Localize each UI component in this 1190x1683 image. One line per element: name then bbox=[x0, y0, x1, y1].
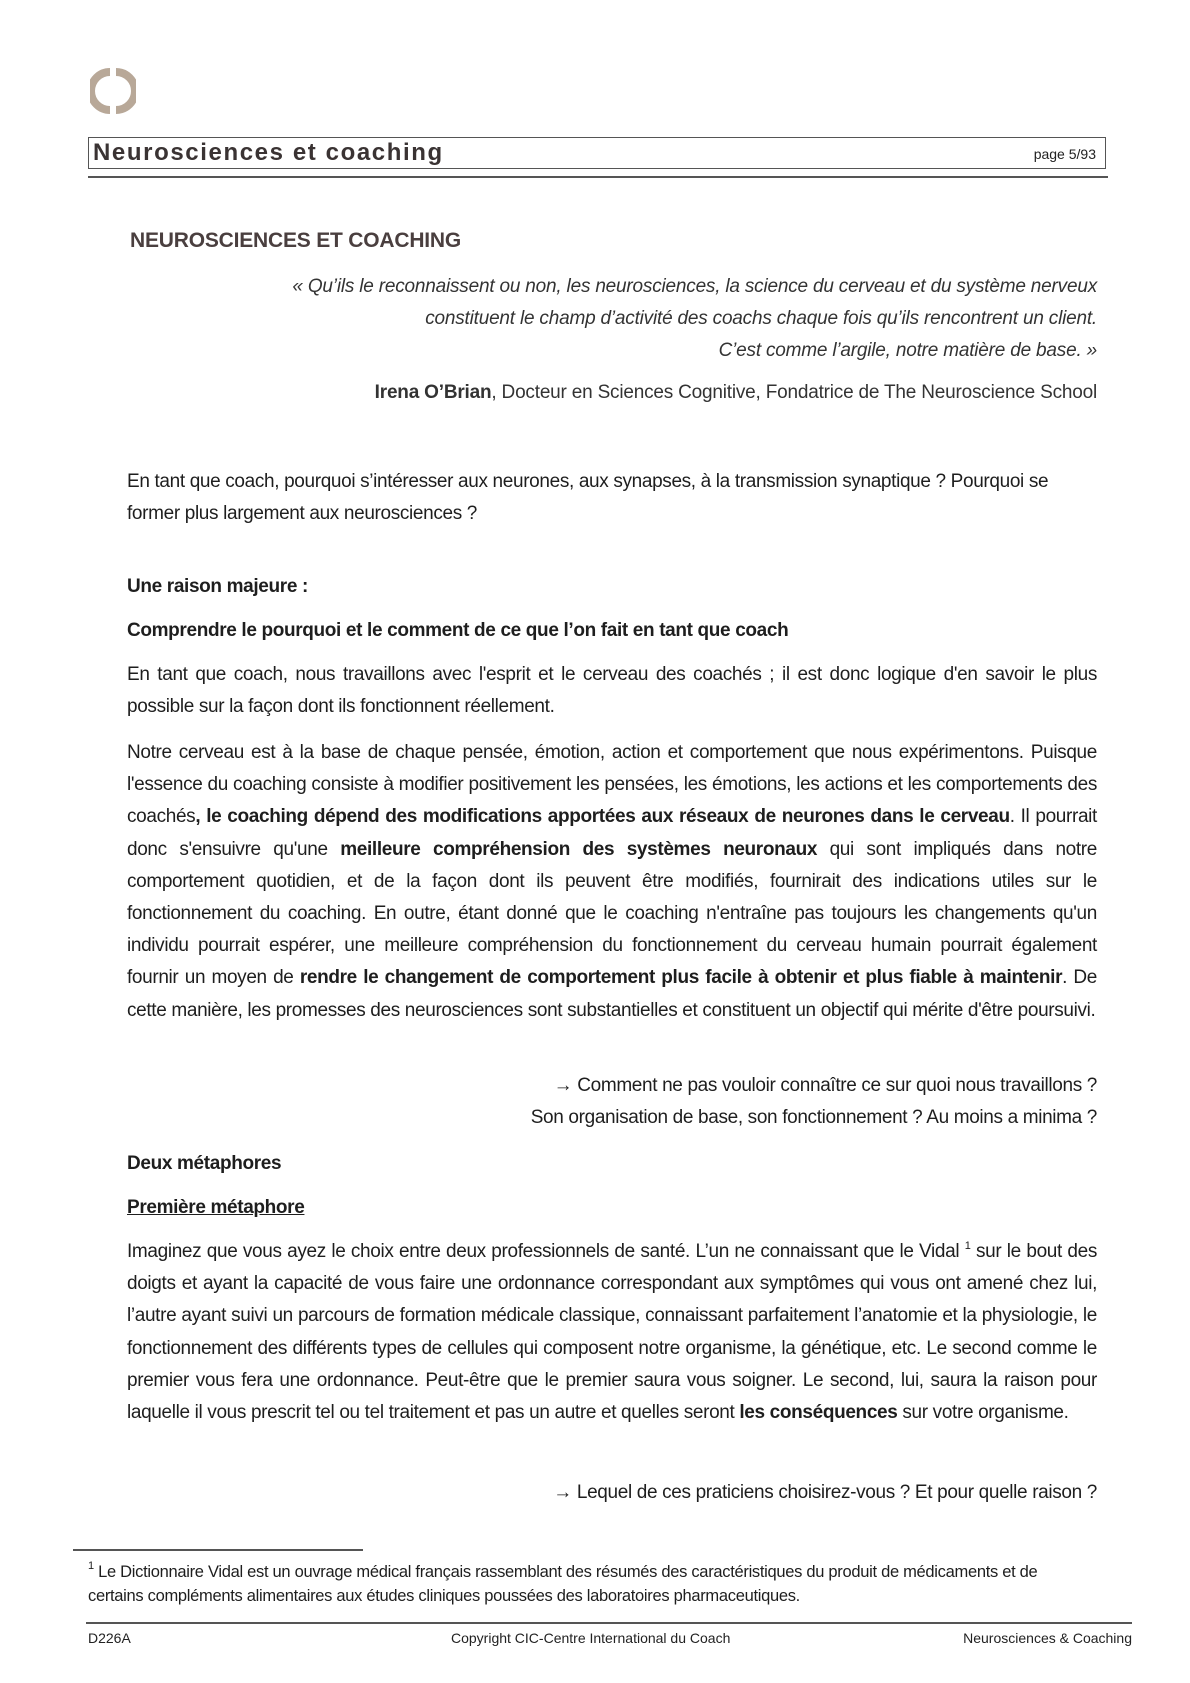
emphasis: les conséquences bbox=[739, 1402, 898, 1424]
text-run: Notre cerveau est à la base de chaque pensée, émotion, action et comportement que nous expérimentons. Puisque l'essence du coaching consiste à modifier positivement les pensées, les émotions, les actions et les comportements des coachés bbox=[127, 742, 1097, 828]
page-number: page 5/93 bbox=[1033, 146, 1096, 162]
footnote-number: 1 bbox=[88, 1560, 94, 1572]
header-title: Neurosciences et coaching bbox=[93, 139, 444, 166]
paragraph-2 bbox=[127, 737, 1097, 1027]
footer-code: D226A bbox=[88, 1630, 131, 1646]
split-circle-logo-icon bbox=[90, 68, 136, 114]
emphasis: meilleure compréhension des systèmes neuronaux bbox=[340, 838, 818, 860]
question-line: Comment ne pas vouloir connaître ce sur quoi nous travaillons ? bbox=[577, 1075, 1097, 1096]
question-1 bbox=[127, 1070, 1097, 1134]
metaphor-1-title: Première métaphore bbox=[127, 1197, 305, 1218]
footnote bbox=[88, 1560, 1088, 1608]
section-heading: NEUROSCIENCES ET COACHING bbox=[130, 229, 462, 252]
text-run: . De cette manière, les promesses des neurosciences sont substantielles et constituent un objectif qui mérite d'être poursuivi. bbox=[127, 967, 1097, 1021]
epigraph-quote bbox=[292, 271, 1097, 367]
header-rule bbox=[88, 176, 1108, 178]
running-header bbox=[88, 137, 1106, 169]
paragraph-1: En tant que coach, nous travaillons avec l'esprit et le cerveau des coachés ; il est donc logique d'en savoir le plus possible sur la façon dont ils fonctionnent réellement. bbox=[127, 664, 1097, 718]
reason-label: Une raison majeure : bbox=[127, 576, 308, 597]
question-line: Son organisation de base, son fonctionnement ? Au moins a minima ? bbox=[530, 1107, 1097, 1129]
question-2 bbox=[127, 1477, 1097, 1509]
quote-line: C’est comme l’argile, notre matière de base. » bbox=[718, 340, 1097, 361]
paragraph-3 bbox=[127, 1236, 1097, 1429]
attribution-name: Irena O’Brian bbox=[374, 382, 492, 403]
metaphors-label: Deux métaphores bbox=[127, 1153, 282, 1174]
attribution-title: , Docteur en Sciences Cognitive, Fondatrice de The Neuroscience School bbox=[491, 382, 1097, 403]
text-run: Imaginez que vous ayez le choix entre deux professionnels de santé. L’un ne connaissant que le Vidal bbox=[127, 1241, 965, 1262]
text-run: sur votre organisme. bbox=[897, 1402, 1069, 1424]
footnote-text: Le Dictionnaire Vidal est un ouvrage médical français rassemblant des résumés des caractéristiques du produit de médicaments et de certains compléments alimentaires aux études cliniques poussées des laboratoires pharmaceutiques. bbox=[88, 1563, 1038, 1605]
intro-paragraph: En tant que coach, pourquoi s’intéresser aux neurones, aux synapses, à la transmission synaptique ? Pourquoi se former plus largement aux neurosciences ? bbox=[127, 471, 1049, 525]
text-run: sur le bout des doigts et ayant la capacité de vous faire une ordonnance correspondant aux symptômes qui vous ont amené chez lui, l’autre ayant suivi un parcours de formation médicale classique, connaissant parfaitement l’anatomie et la physiologie, le fonctionnement des différents types de cellules qui composent notre organisme, la génétique, etc. Le second comme le premier vous fera une ordonnance. Peut-être que le premier saura vous soigner. Le second, lui, saura la raison pour laquelle il vous prescrit tel ou tel traitement et pas un autre et quelles seront bbox=[127, 1241, 1098, 1424]
reason-title: Comprendre le pourquoi et le comment de ce que l’on fait en tant que coach bbox=[127, 620, 789, 641]
arrow-right-icon: → bbox=[553, 1075, 573, 1096]
footer-doc-title: Neurosciences & Coaching bbox=[963, 1630, 1132, 1646]
text-run: . Il pourrait donc s'ensuivre qu'une bbox=[127, 806, 1097, 860]
quote-line: constituent le champ d’activité des coachs chaque fois qu’ils rencontrent un client. bbox=[425, 308, 1097, 329]
arrow-right-icon: → bbox=[553, 1482, 572, 1503]
text-run: qui sont impliqués dans notre comportement quotidien, et de la façon dont ils peuvent être modifiés, fournirait des indications utiles sur le fonctionnement du coaching. En outre, étant donné que le coaching n'entraîne pas toujours les changements qu'un individu pourrait espérer, une meilleure compréhension du fonctionnement du cerveau humain pourrait également fournir un moyen de bbox=[127, 838, 1097, 989]
question-line: Lequel de ces praticiens choisirez-vous ? Et pour quelle raison ? bbox=[576, 1482, 1097, 1503]
footnote-separator bbox=[73, 1549, 363, 1551]
emphasis: rendre le changement de comportement plus facile à obtenir et plus fiable à maintenir bbox=[299, 967, 1063, 989]
footnote-ref[interactable]: 1 bbox=[964, 1240, 971, 1252]
footer-rule bbox=[86, 1622, 1132, 1624]
emphasis: , le coaching dépend des modifications apportées aux réseaux de neurones dans le cerveau bbox=[195, 806, 1010, 828]
metaphor-1-title-wrap bbox=[127, 1192, 1097, 1224]
quote-attribution bbox=[375, 382, 1097, 404]
footer-copyright: Copyright CIC-Centre International du Coach bbox=[451, 1630, 731, 1646]
quote-line: « Qu’ils le reconnaissent ou non, les neurosciences, la science du cerveau et du système nerveux bbox=[292, 276, 1097, 297]
